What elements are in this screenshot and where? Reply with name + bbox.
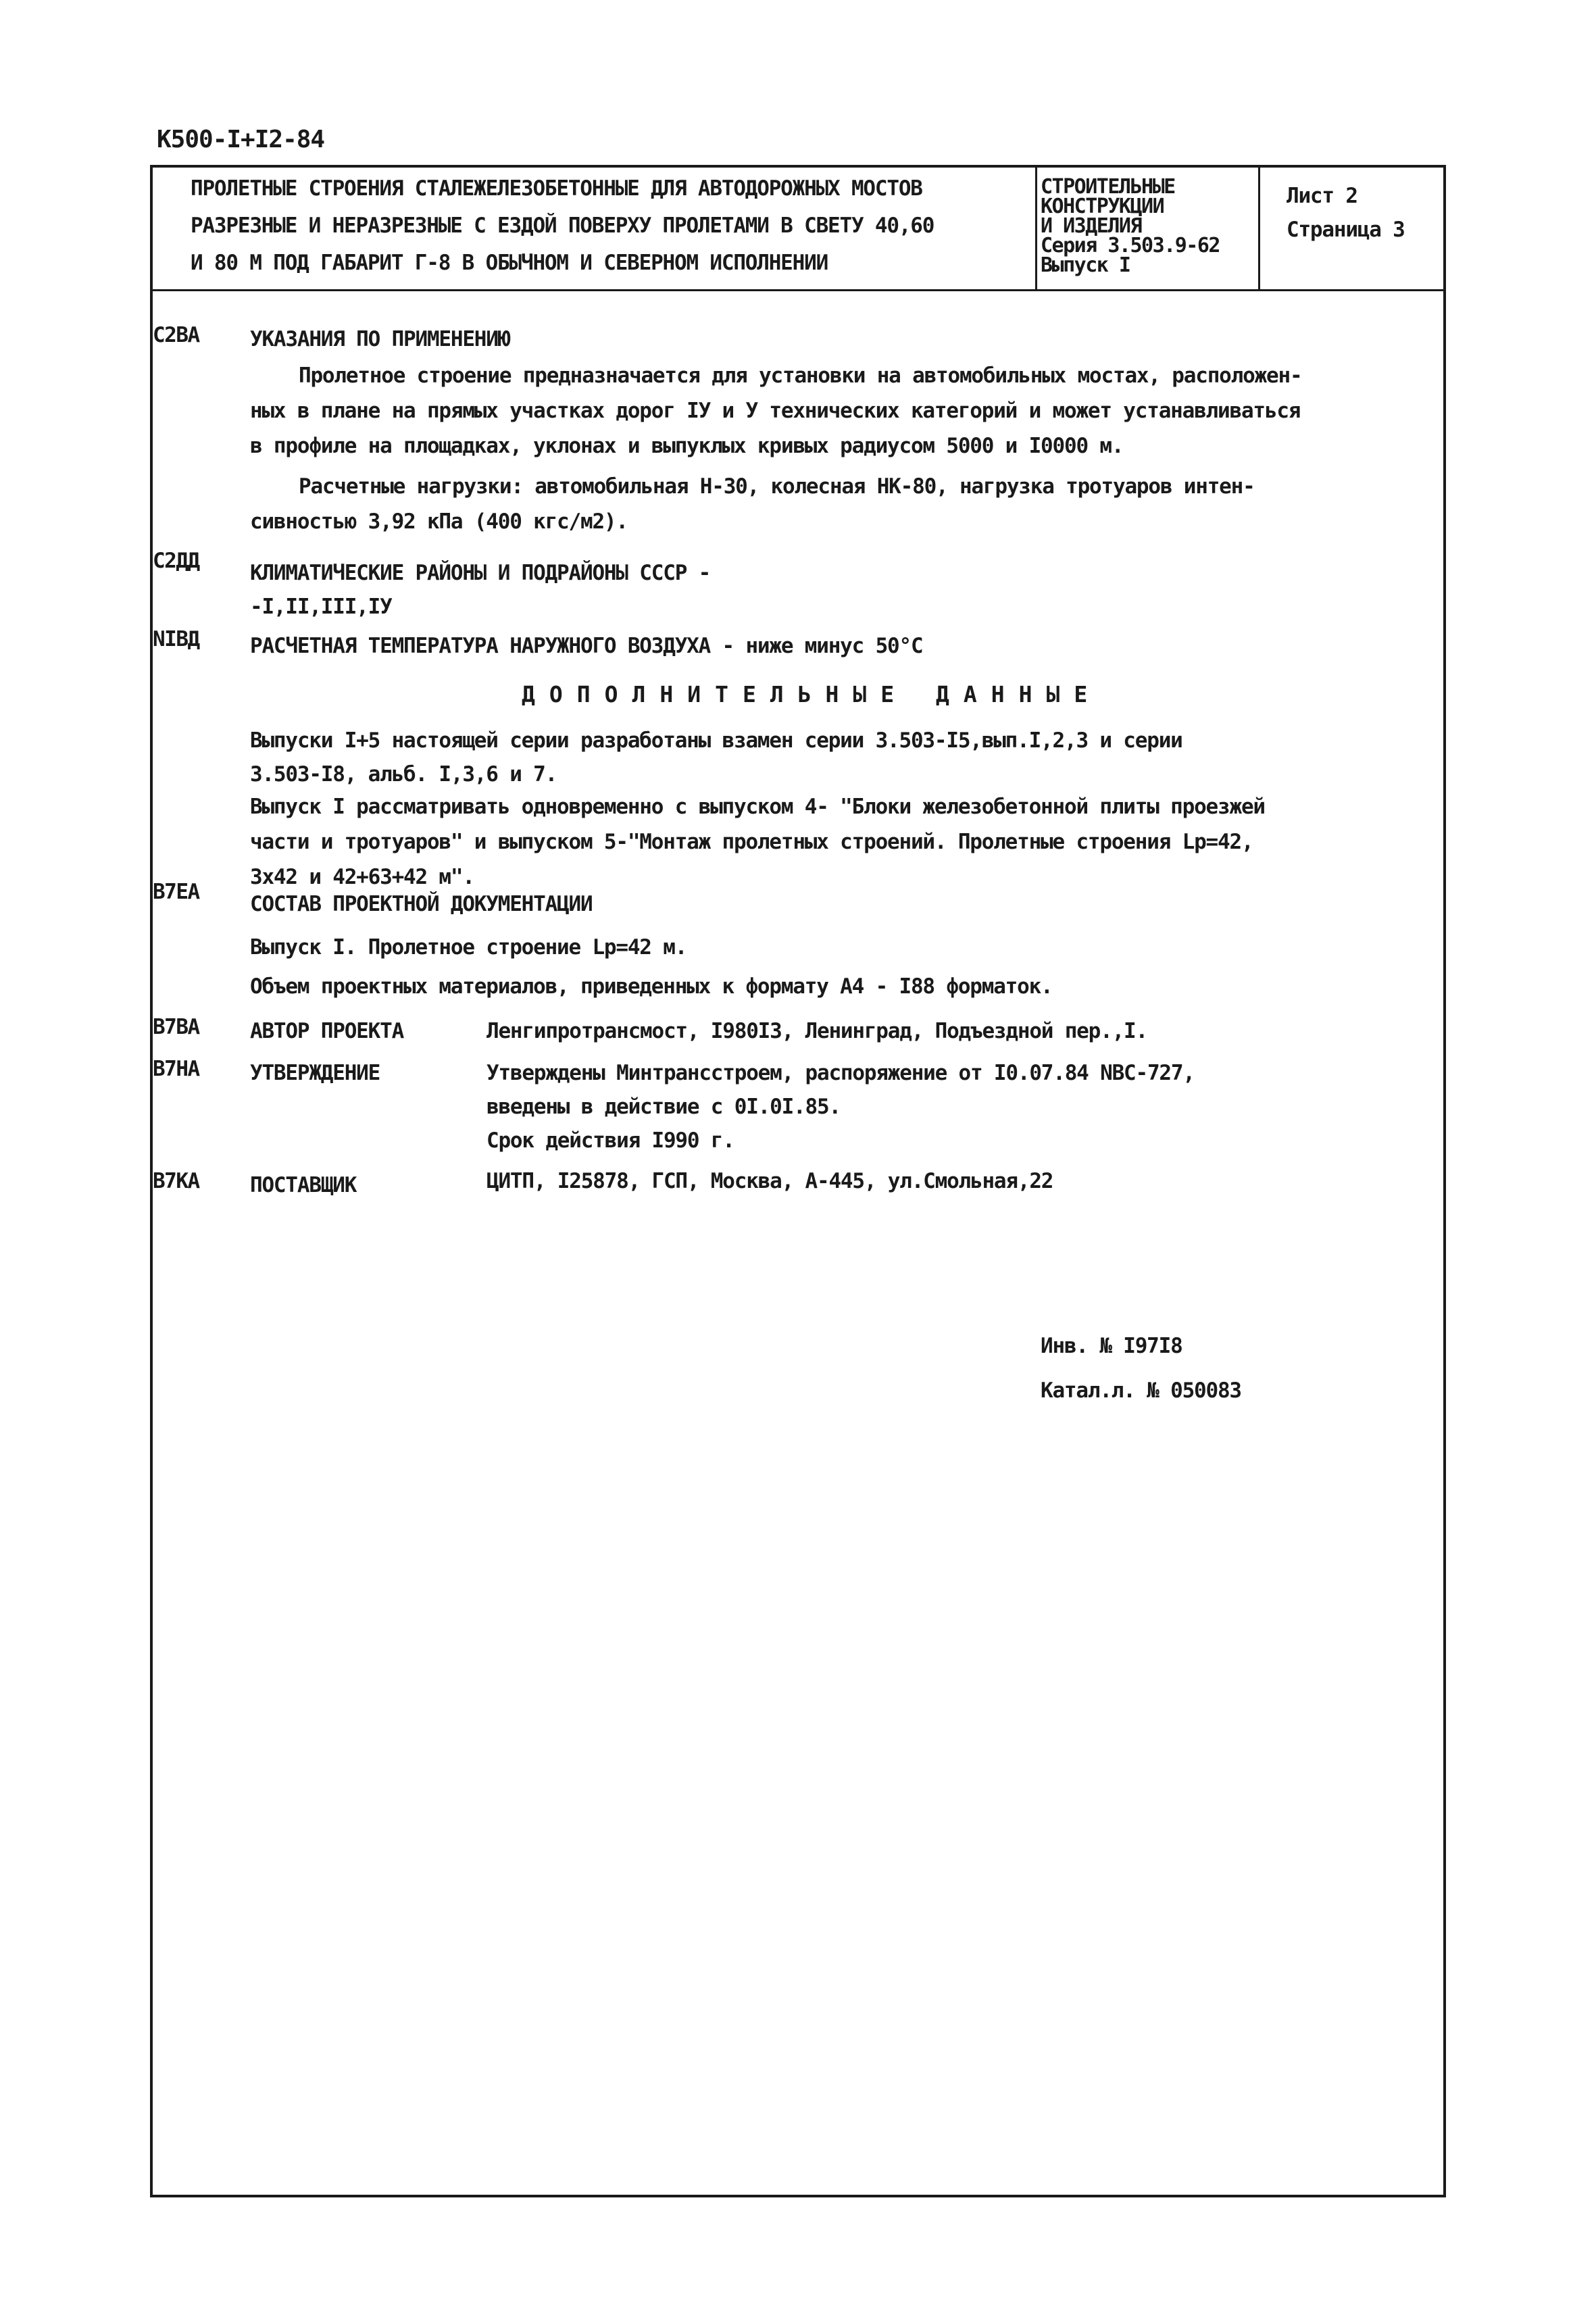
section-heading: УКАЗАНИЯ ПО ПРИМЕНЕНИЮ [250,327,510,351]
section-code: В7ЕА [153,880,199,904]
paragraph-line: 3.503-I8, альб. I,3,6 и 7. [250,762,557,787]
field-label: УТВЕРЖДЕНИЕ [250,1061,380,1085]
sheet-number: Лист 2 [1287,184,1357,208]
section-code: В7КА [153,1169,199,1193]
paragraph-line: в профиле на площадках, уклонах и выпуклых кривых радиусом 5000 и I0000 м. [250,434,1124,458]
inventory-number: Инв. № I97I8 [1041,1334,1182,1358]
category-line: СТРОИТЕЛЬНЫЕ [1041,175,1175,199]
field-label: ПОСТАВЩИК [250,1173,357,1197]
header-title-line: И 80 М ПОД ГАБАРИТ Г-8 В ОБЫЧНОМ И СЕВЕРНОМ ИСПОЛНЕНИИ [191,251,828,275]
paragraph-line: Пролетное строение предназначается для установки на автомобильных мостах, расположен- [299,364,1302,388]
category-line: Серия 3.503.9-62 [1041,234,1220,257]
temperature-line: РАСЧЕТНАЯ ТЕМПЕРАТУРА НАРУЖНОГО ВОЗДУХА - ниже минус 50°С [250,634,923,658]
header-title-line: РАЗРЕЗНЫЕ И НЕРАЗРЕЗНЫЕ С ЕЗДОЙ ПОВЕРХУ ПРОЛЕТАМИ В СВЕТУ 40,60 [191,214,934,238]
climate-line: КЛИМАТИЧЕСКИЕ РАЙОНЫ И ПОДРАЙОНЫ СССР - [250,561,711,585]
section-code: В7НА [153,1057,199,1081]
header-column-divider [1035,166,1037,291]
header-category [1041,177,1220,275]
category-line: КОНСТРУКЦИИ [1041,195,1164,218]
paragraph-line: ных в плане на прямых участках дорог IУ и У технических категорий и может устанавливаться [250,399,1301,423]
category-line: И ИЗДЕЛИЯ [1041,214,1142,238]
document-code: К500-I+I2-84 [157,126,325,153]
section-code: В7ВА [153,1015,199,1039]
field-value: ЦИТП, I25878, ГСП, Москва, А-445, ул.Смольная,22 [487,1169,1053,1193]
field-value: введены в действие с 0I.0I.85. [487,1095,841,1119]
paragraph-line: Выпуски I+5 настоящей серии разработаны взамен серии 3.503-I5,вып.I,2,3 и серии [250,728,1182,753]
header-divider [153,289,1443,291]
climate-line: -I,II,III,IУ [250,595,392,619]
category-line: Выпуск I [1041,253,1130,277]
section-heading: ДОПОЛНИТЕЛЬНЫЕ ДАННЫЕ [522,681,1102,707]
field-value: Ленгипротрансмост, I980I3, Ленинград, Подъездной пер.,I. [487,1019,1147,1043]
field-label: АВТОР ПРОЕКТА [250,1019,404,1043]
paragraph-line: Выпуск I. Пролетное строение Lр=42 м. [250,935,687,960]
paragraph-line: 3х42 и 42+63+42 м". [250,865,474,889]
paragraph-line: Расчетные нагрузки: автомобильная Н-30, колесная НК-80, нагрузка тротуаров интен- [299,474,1255,499]
catalog-number: Катал.л. № 050083 [1041,1378,1241,1403]
page-number: Страница 3 [1287,218,1405,242]
paragraph-line: части и тротуаров" и выпуском 5-"Монтаж пролетных строений. Пролетные строения Lр=42, [250,830,1253,854]
section-code: С2ВА [153,323,199,347]
paragraph-line: Выпуск I рассматривать одновременно с выпуском 4- "Блоки железобетонной плиты проезжей [250,795,1265,819]
paragraph-line: Объем проектных материалов, приведенных к формату А4 - I88 форматок. [250,974,1053,999]
header-title-line: ПРОЛЕТНЫЕ СТРОЕНИЯ СТАЛЕЖЕЛЕЗОБЕТОННЫЕ ДЛЯ АВТОДОРОЖНЫХ МОСТОВ [191,176,922,201]
field-value: Утверждены Минтрансстроем, распоряжение от I0.07.84 NВС-727, [487,1061,1195,1085]
section-code: С2ДД [153,549,199,573]
paragraph-line: сивностью 3,92 кПа (400 кгс/м2). [250,509,628,534]
section-heading: СОСТАВ ПРОЕКТНОЙ ДОКУМЕНТАЦИИ [250,892,593,916]
header-column-divider [1258,166,1260,291]
section-code: NIВД [153,627,199,651]
field-value: Срок действия I990 г. [487,1128,734,1153]
header-title [191,174,934,277]
